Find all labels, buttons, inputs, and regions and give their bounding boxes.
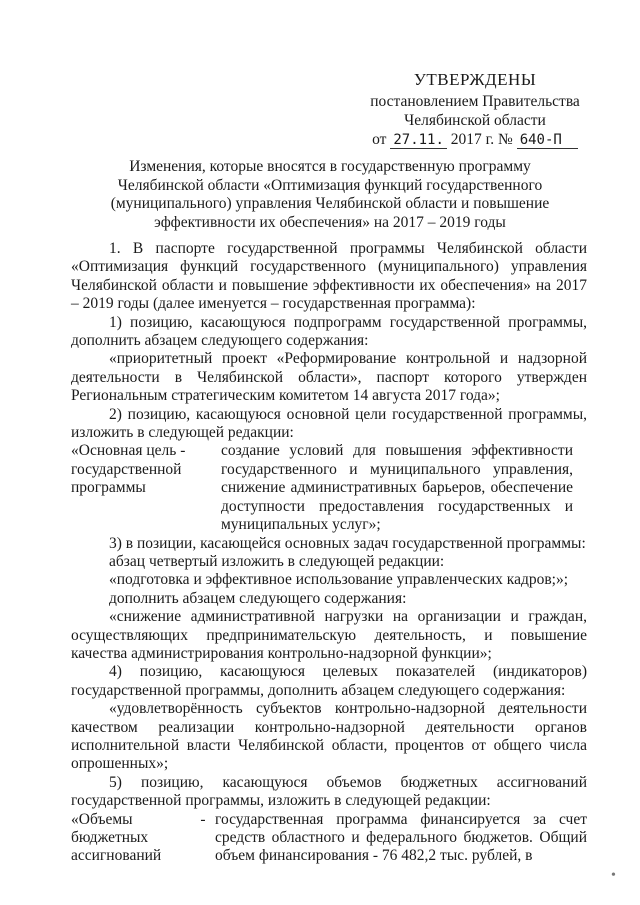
goal-value: создание условий для повышения эффективности государственного и муниципального управления, снижение административных барьеров, обеспечение доступности предоставления государственных и муниципальных услуг»; <box>221 442 573 534</box>
paragraph-1: 1. В паспорте государственной программы Челябинской области «Оптимизация функций государственного (муниципального) управления Челябинской области и повышение эффективности их обеспечения» на 2017 – 2019 годы (далее именуется – государственная программа): <box>71 240 587 313</box>
approval-date-line <box>360 130 590 150</box>
paragraph-7: «подготовка и эффективное использование управленческих кадров;»; <box>109 571 569 589</box>
budget-value: государственная программа финансируется за счет средств областного и федерального бюджетов. Общий объем финансирования - 76 482,2 тыс. рублей, в <box>215 810 587 865</box>
title-line-4: эффективности их обеспечения» на 2017 – 2019 годы <box>154 213 506 231</box>
paragraph-3: «приоритетный проект «Реформирование контрольной и надзорной деятельности в Челябинской области», паспорт которого утвержден Региональным стратегическим комитетом 14 августа 2017 года»; <box>71 350 587 405</box>
document-body <box>71 240 587 866</box>
paragraph-11: «удовлетворённость субъектов контрольно-надзорной деятельности качеством реализации контрольно-надзорной деятельности органов исполнительной власти Челябинской области, процентов от общего числа опрошенных»; <box>71 700 587 773</box>
goal-table-row <box>71 442 587 534</box>
title-line-1: Изменения, которые вносятся в государственную программу <box>129 158 531 175</box>
paragraph-2: 1) позицию, касающуюся подпрограмм государственной программы, дополнить абзацем следующего содержания: <box>71 313 587 350</box>
title-line-3: (муниципального) управления Челябинской области и повышение <box>110 195 550 212</box>
paragraph-8: дополнить абзацем следующего содержания: <box>109 589 407 607</box>
approval-number-value: 640-П <box>517 132 578 149</box>
page-mark: • <box>611 868 616 883</box>
document-title <box>100 158 560 232</box>
goal-key: «Основная цель - государственной программы <box>71 442 186 497</box>
approval-block <box>360 70 590 150</box>
approval-line-2: Челябинской области <box>404 112 546 129</box>
approval-date-mid: 2017 г. № <box>450 131 513 148</box>
paragraph-9: «снижение административной нагрузки на организации и граждан, осуществляющих предпринимательскую деятельность, и повышение качества администрирования контрольно-надзорной функции»; <box>71 608 587 662</box>
approval-date-prefix: от <box>372 131 387 148</box>
paragraph-5: 3) в позиции, касающейся основных задач государственной программы: <box>109 534 586 552</box>
title-line-2: Челябинской области «Оптимизация функций государственного <box>117 176 543 194</box>
approval-heading: УТВЕРЖДЕНЫ <box>413 70 537 89</box>
paragraph-4: 2) позицию, касающуюся основной цели государственной программы, изложить в следующей редакции: <box>71 405 587 442</box>
paragraph-6: абзац четвертый изложить в следующей редакции: <box>109 552 445 570</box>
budget-table-row <box>71 811 587 866</box>
approval-date-value: 27.11. <box>390 132 447 149</box>
paragraph-10: 4) позицию, касающуюся целевых показателей (индикаторов) государственной программы, дополнить абзацем следующего содержания: <box>71 663 587 699</box>
budget-key: «Объемы бюджетных ассигнований <box>71 810 162 865</box>
paragraph-12: 5) позицию, касающуюся объемов бюджетных ассигнований государственной программы, изложить в следующей редакции: <box>71 773 587 810</box>
budget-dash: - <box>200 810 206 828</box>
approval-line-1: постановлением Правительства <box>370 93 580 110</box>
